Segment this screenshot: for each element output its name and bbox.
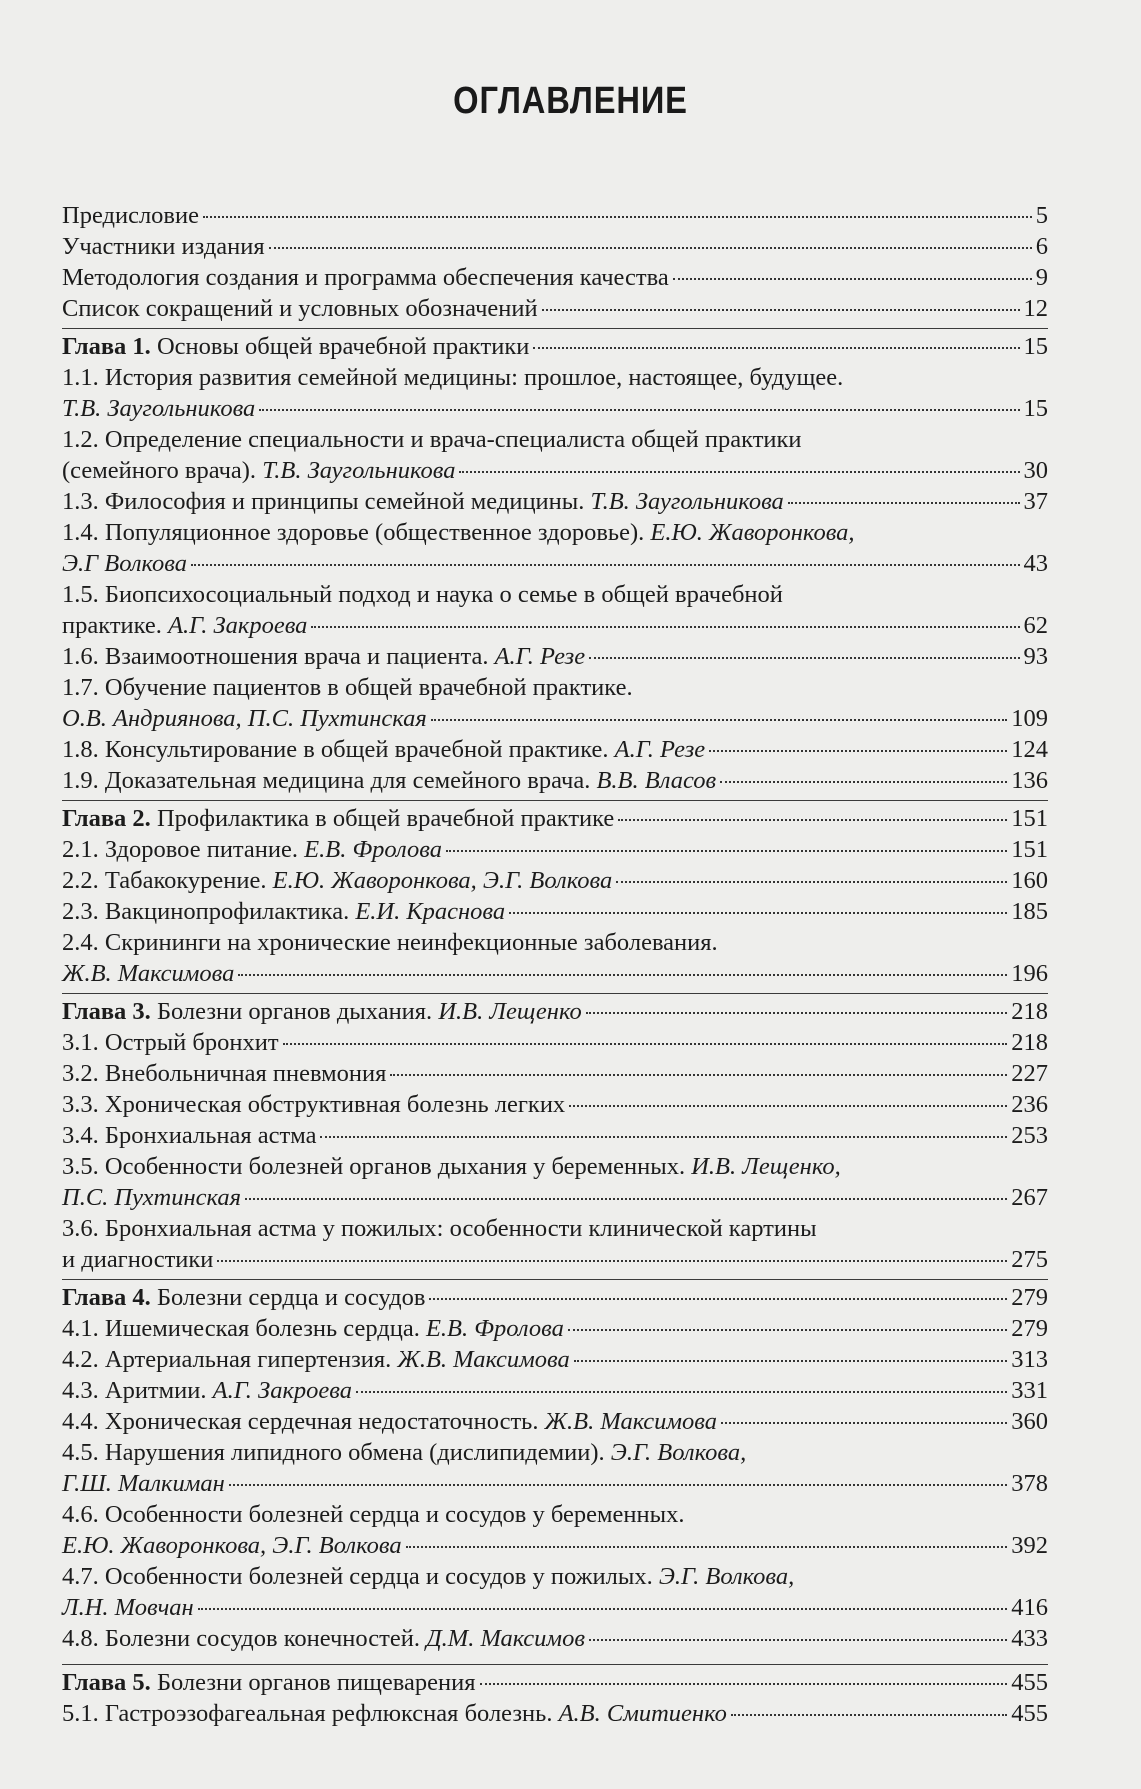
dot-leader [589, 1639, 1007, 1641]
entry-text [62, 703, 427, 734]
toc-entry [62, 231, 1048, 262]
entry-author: Э.Г. Волкова, [610, 1439, 747, 1466]
toc-entry [62, 548, 1048, 579]
toc-entry [62, 1623, 1048, 1654]
entry-text [62, 579, 783, 610]
entry-title: 3.1. Острый бронхит [62, 1029, 279, 1056]
entry-text [62, 293, 538, 324]
dot-leader [589, 657, 1019, 659]
entry-author: А.В. Смитиенко [558, 1700, 727, 1727]
dot-leader [191, 564, 1019, 566]
entry-author: Д.М. Максимов [426, 1625, 585, 1652]
entry-author: Е.Ю. Жаворонкова, Э.Г. Волкова [272, 867, 613, 894]
toc-entry [62, 331, 1048, 362]
entry-title: 1.3. Философия и принципы семейной медицины. [62, 488, 591, 515]
entry-text [62, 1375, 352, 1406]
entry-author: Л.Н. Мовчан [62, 1594, 194, 1621]
page-number: 392 [1011, 1532, 1048, 1559]
entry-text [62, 1530, 402, 1561]
dot-leader [568, 1329, 1007, 1331]
page-number: 93 [1023, 643, 1048, 670]
dot-leader [731, 1714, 1007, 1716]
entry-author: Э.Г. Волкова, [658, 1563, 795, 1590]
dot-leader [720, 781, 1007, 783]
entry-title: Болезни сердца и сосудов [150, 1284, 426, 1311]
dot-leader [673, 278, 1032, 280]
dot-leader [238, 974, 1007, 976]
entry-author: И.В. Лещенко, [691, 1153, 841, 1180]
dot-leader [721, 1422, 1007, 1424]
toc-entry [62, 641, 1048, 672]
page-number: 227 [1011, 1060, 1048, 1087]
toc-entry [62, 517, 1048, 548]
page-number: 5 [1035, 202, 1048, 229]
entry-author: Е.Ю. Жаворонкова, [650, 519, 855, 546]
dot-leader [283, 1043, 1008, 1045]
entry-text [62, 996, 582, 1027]
entry-text [62, 1499, 684, 1530]
entry-title: Болезни органов дыхания. [150, 998, 439, 1025]
entry-title: 4.5. Нарушения липидного обмена (дислипидемии). [62, 1439, 611, 1466]
chapter-label: Глава 4. [62, 1284, 151, 1311]
entry-author: Т.В. Заугольникова [62, 395, 256, 422]
toc-entry [62, 293, 1048, 324]
toc-entry [62, 579, 1048, 610]
entry-text [62, 865, 612, 896]
page-number: 6 [1035, 233, 1048, 260]
page-number: 279 [1011, 1315, 1048, 1342]
entry-text [62, 927, 718, 958]
toc-entry [62, 1027, 1048, 1058]
dot-leader [431, 719, 1007, 721]
page-number: 455 [1011, 1700, 1048, 1727]
toc-entry [62, 1120, 1048, 1151]
entry-author: Э.Г Волкова [62, 550, 188, 577]
entry-title: и диагностики [62, 1246, 214, 1273]
entry-text [62, 734, 705, 765]
dot-leader [574, 1360, 1008, 1362]
page-number: 37 [1023, 488, 1048, 515]
entry-text [62, 610, 307, 641]
page-number: 62 [1023, 612, 1048, 639]
entry-text [62, 1213, 817, 1244]
dot-leader [198, 1608, 1008, 1610]
toc-entry [62, 996, 1048, 1027]
dot-leader [618, 819, 1007, 821]
page-number: 30 [1023, 457, 1048, 484]
entry-text [62, 1592, 194, 1623]
entry-title: 1.9. Доказательная медицина для семейного врача. [62, 767, 597, 794]
dot-leader [509, 912, 1007, 914]
dot-leader [429, 1298, 1007, 1300]
dot-leader [203, 216, 1032, 218]
page-number: 267 [1011, 1184, 1048, 1211]
entry-title: 4.8. Болезни сосудов конечностей. [62, 1625, 427, 1652]
entry-text [62, 1623, 585, 1654]
entry-text [62, 672, 633, 703]
entry-text [62, 1437, 746, 1468]
entry-text [62, 231, 265, 262]
page-number: 331 [1011, 1377, 1048, 1404]
entry-author: Ж.В. Максимова [62, 960, 235, 987]
entry-title: 4.7. Особенности болезней сердца и сосудов у пожилых. [62, 1563, 659, 1590]
toc-group [62, 993, 1048, 1275]
entry-text [62, 200, 199, 231]
entry-title: Болезни органов пищеварения [150, 1669, 476, 1696]
entry-text [62, 1667, 476, 1698]
toc-entry [62, 362, 1048, 393]
toc-entry [62, 1282, 1048, 1313]
toc-entry [62, 1244, 1048, 1275]
entry-title: 1.7. Обучение пациентов в общей врачебной практике. [62, 674, 633, 701]
entry-text [62, 1058, 386, 1089]
dot-leader [245, 1198, 1007, 1200]
toc-entry [62, 703, 1048, 734]
entry-title: 4.4. Хроническая сердечная недостаточность. [62, 1408, 545, 1435]
entry-text [62, 486, 784, 517]
entry-text [62, 803, 614, 834]
toc-entry [62, 1313, 1048, 1344]
toc-entry [62, 672, 1048, 703]
entry-title: Профилактика в общей врачебной практике [150, 805, 615, 832]
dot-leader [406, 1546, 1008, 1548]
entry-text [62, 834, 442, 865]
dot-leader [542, 309, 1020, 311]
page-number: 360 [1011, 1408, 1048, 1435]
dot-leader [569, 1105, 1007, 1107]
dot-leader [356, 1391, 1007, 1393]
toc-entry [62, 927, 1048, 958]
entry-title: 1.5. Биопсихосоциальный подход и наука о семье в общей врачебной [62, 581, 783, 608]
page-number: 151 [1011, 805, 1048, 832]
entry-author: А.Г. Резе [494, 643, 586, 670]
toc-entry [62, 1058, 1048, 1089]
entry-author: Т.В. Заугольникова [262, 457, 456, 484]
dot-leader [480, 1683, 1008, 1685]
entry-title: 1.2. Определение специальности и врача-специалиста общей практики [62, 426, 802, 453]
entry-author: Е.В. Фролова [304, 836, 443, 863]
page-number: 160 [1011, 867, 1048, 894]
page-number: 313 [1011, 1346, 1048, 1373]
page-number: 15 [1023, 333, 1048, 360]
toc-entry [62, 734, 1048, 765]
entry-title: 2.2. Табакокурение. [62, 867, 273, 894]
entry-text [62, 548, 187, 579]
entry-text [62, 1344, 570, 1375]
entry-title: Основы общей врачебной практики [150, 333, 530, 360]
dot-leader [586, 1012, 1008, 1014]
toc-entry [62, 1698, 1048, 1729]
page-number: 279 [1011, 1284, 1048, 1311]
toc-entry [62, 1406, 1048, 1437]
entry-title: 4.1. Ишемическая болезнь сердца. [62, 1315, 426, 1342]
dot-leader [320, 1136, 1007, 1138]
page-number: 378 [1011, 1470, 1048, 1497]
toc-entry [62, 958, 1048, 989]
entry-text [62, 958, 234, 989]
toc-entry [62, 1151, 1048, 1182]
chapter-label: Глава 3. [62, 998, 151, 1025]
entry-title: 4.3. Аритмии. [62, 1377, 213, 1404]
page-number: 12 [1023, 295, 1048, 322]
toc-entry [62, 896, 1048, 927]
entry-text [62, 262, 669, 293]
entry-text [62, 1282, 425, 1313]
entry-title: 5.1. Гастроэзофагеальная рефлюксная болезнь. [62, 1700, 559, 1727]
dot-leader [459, 471, 1019, 473]
page-number: 433 [1011, 1625, 1048, 1652]
entry-title: 3.4. Бронхиальная астма [62, 1122, 317, 1149]
page-number: 253 [1011, 1122, 1048, 1149]
toc-entry [62, 1530, 1048, 1561]
page-number: 124 [1011, 736, 1048, 763]
entry-title: 3.2. Внебольничная пневмония [62, 1060, 387, 1087]
dot-leader [533, 347, 1019, 349]
toc-entry [62, 1182, 1048, 1213]
entry-title: практике. [62, 612, 169, 639]
toc-entry [62, 200, 1048, 231]
page-number: 151 [1011, 836, 1048, 863]
toc-entry [62, 865, 1048, 896]
entry-author: Ж.В. Максимова [544, 1408, 717, 1435]
entry-author: Ж.В. Максимова [397, 1346, 570, 1373]
page-number: 136 [1011, 767, 1048, 794]
entry-title: 3.6. Бронхиальная астма у пожилых: особенности клинической картины [62, 1215, 817, 1242]
entry-author: А.Г. Закроева [212, 1377, 352, 1404]
page-number: 196 [1011, 960, 1048, 987]
toc-entry [62, 393, 1048, 424]
entry-text [62, 1151, 841, 1182]
dot-leader [788, 502, 1020, 504]
dot-leader [446, 850, 1007, 852]
entry-author: Г.Ш. Малкиман [62, 1470, 225, 1497]
page-number: 416 [1011, 1594, 1048, 1621]
toc-entry [62, 1667, 1048, 1698]
toc-entry [62, 1375, 1048, 1406]
dot-leader [616, 881, 1007, 883]
entry-text [62, 1313, 564, 1344]
toc-entry [62, 1089, 1048, 1120]
toc-group [62, 1279, 1048, 1654]
toc-entry [62, 803, 1048, 834]
toc-entry [62, 834, 1048, 865]
entry-title: 2.4. Скрининги на хронические неинфекционные заболевания. [62, 929, 718, 956]
entry-text [62, 765, 716, 796]
entry-title: Список сокращений и условных обозначений [62, 295, 538, 322]
page-number: 275 [1011, 1246, 1048, 1273]
entry-title: 1.8. Консультирование в общей врачебной практике. [62, 736, 615, 763]
dot-leader [259, 409, 1019, 411]
entry-title: 4.6. Особенности болезней сердца и сосудов у беременных. [62, 1501, 685, 1528]
toc-entry [62, 1561, 1048, 1592]
toc-entry [62, 455, 1048, 486]
toc-entry [62, 1437, 1048, 1468]
entry-text [62, 1120, 316, 1151]
entry-author: Т.В. Заугольникова [590, 488, 784, 515]
dot-leader [229, 1484, 1007, 1486]
toc-entry [62, 1592, 1048, 1623]
toc-entry [62, 1213, 1048, 1244]
entry-author: О.В. Андриянова, П.С. Пухтинская [62, 705, 427, 732]
entry-text [62, 331, 529, 362]
toc-entry [62, 1344, 1048, 1375]
toc-entry [62, 610, 1048, 641]
page-number: 218 [1011, 1029, 1048, 1056]
entry-author: Е.И. Краснова [355, 898, 506, 925]
entry-author: Е.В. Фролова [425, 1315, 564, 1342]
entry-title: Участники издания [62, 233, 265, 260]
dot-leader [390, 1074, 1007, 1076]
toc-entry [62, 1499, 1048, 1530]
entry-title: 3.5. Особенности болезней органов дыхания у беременных. [62, 1153, 692, 1180]
entry-title: Методология создания и программа обеспечения качества [62, 264, 669, 291]
chapter-label: Глава 2. [62, 805, 151, 832]
entry-title: 3.3. Хроническая обструктивная болезнь легких [62, 1091, 566, 1118]
entry-text [62, 1089, 565, 1120]
page-number: 15 [1023, 395, 1048, 422]
entry-text [62, 1182, 241, 1213]
entry-author: А.Г. Резе [614, 736, 706, 763]
entry-title: Предисловие [62, 202, 199, 229]
toc-group [62, 1664, 1048, 1729]
entry-title: 1.6. Взаимоотношения врача и пациента. [62, 643, 495, 670]
entry-title: 4.2. Артериальная гипертензия. [62, 1346, 398, 1373]
dot-leader [311, 626, 1019, 628]
entry-title: 1.1. История развития семейной медицины: прошлое, настоящее, будущее. [62, 364, 844, 391]
entry-author: И.В. Лещенко [438, 998, 582, 1025]
toc-group [62, 200, 1048, 324]
dot-leader [269, 247, 1032, 249]
entry-text [62, 1027, 279, 1058]
entry-text [62, 641, 585, 672]
page-number: 109 [1011, 705, 1048, 732]
entry-text [62, 455, 455, 486]
page-number: 218 [1011, 998, 1048, 1025]
entry-title: 2.3. Вакцинопрофилактика. [62, 898, 356, 925]
entry-text [62, 1468, 225, 1499]
toc-group [62, 800, 1048, 989]
toc-entry [62, 1468, 1048, 1499]
entry-text [62, 1561, 794, 1592]
entry-title: 2.1. Здоровое питание. [62, 836, 305, 863]
page-number: 43 [1023, 550, 1048, 577]
entry-text [62, 1244, 213, 1275]
entry-author: Е.Ю. Жаворонкова, Э.Г. Волкова [62, 1532, 402, 1559]
toc-title: ОГЛАВЛЕНИЕ [453, 80, 688, 122]
entry-author: В.В. Власов [596, 767, 717, 794]
table-of-contents [62, 200, 1048, 1729]
dot-leader [709, 750, 1007, 752]
entry-title: 1.4. Популяционное здоровье (общественное здоровье). [62, 519, 651, 546]
toc-entry [62, 765, 1048, 796]
entry-text [62, 1406, 717, 1437]
entry-text [62, 424, 802, 455]
entry-text [62, 362, 843, 393]
toc-entry [62, 424, 1048, 455]
entry-text [62, 896, 505, 927]
toc-entry [62, 262, 1048, 293]
entry-text [62, 393, 255, 424]
dot-leader [217, 1260, 1007, 1262]
page-number: 9 [1035, 264, 1048, 291]
page-number: 455 [1011, 1669, 1048, 1696]
entry-title: (семейного врача). [62, 457, 263, 484]
entry-text [62, 1698, 727, 1729]
page-number: 185 [1011, 898, 1048, 925]
chapter-label: Глава 1. [62, 333, 151, 360]
entry-text [62, 517, 855, 548]
toc-group [62, 328, 1048, 796]
page-number: 236 [1011, 1091, 1048, 1118]
chapter-label: Глава 5. [62, 1669, 151, 1696]
toc-entry [62, 486, 1048, 517]
entry-author: А.Г. Закроева [168, 612, 308, 639]
entry-author: П.С. Пухтинская [62, 1184, 241, 1211]
